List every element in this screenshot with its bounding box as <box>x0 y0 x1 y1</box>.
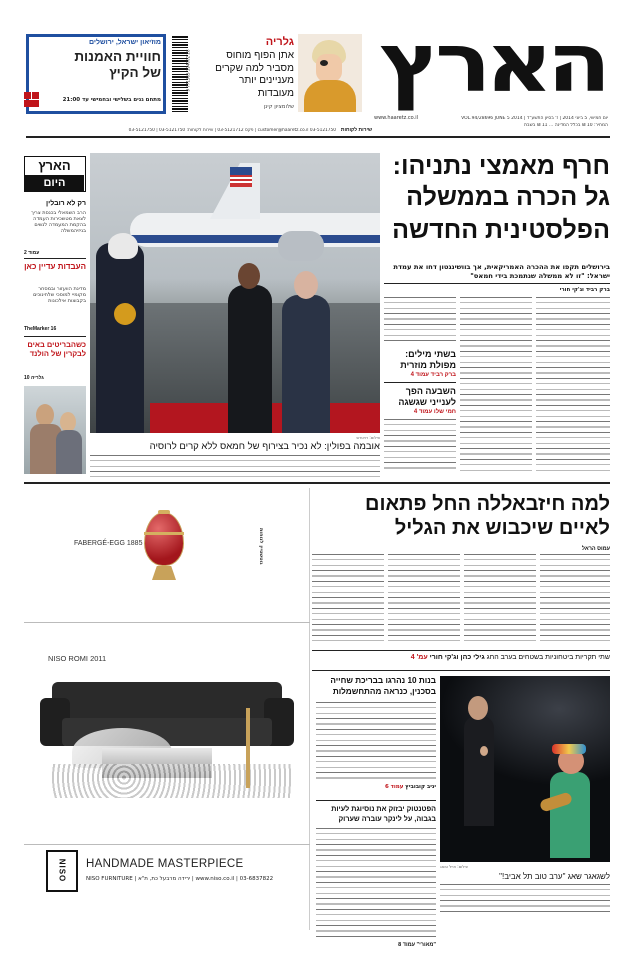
today-label: היום <box>25 175 84 191</box>
side-box2-line2: לענייני שגשגה <box>398 397 456 407</box>
hezbollah-headline-1[interactable]: למה חיזבאללה החל פתאום <box>365 493 610 515</box>
masthead-logo: הארץ <box>379 16 605 111</box>
museum-logo-icon <box>24 92 46 114</box>
stones-body <box>440 884 610 916</box>
museum-kicker: מוזיאון ישראל, ירושלים <box>88 39 161 46</box>
lead-photo[interactable] <box>90 153 380 433</box>
museum-footer: מתחם גנים בשלישי ובחמישי עד 21:00 <box>62 97 161 103</box>
lead-byline: ברק רביד וג'קי חורי <box>559 287 610 293</box>
side-box2-line1: השבעה הפך <box>405 386 456 396</box>
museum-title-1: חוויית האמנות <box>74 49 161 64</box>
gallery-byline: שלומציון קינן <box>263 104 294 110</box>
hezbollah-byline: עמוס הראל <box>581 546 610 552</box>
faberge-label: FABERGÉ-EGG 1885 <box>74 540 143 547</box>
stones-photo-credit: צילום: אייל טואג <box>440 864 468 869</box>
drowning-article <box>316 676 436 796</box>
niso-logo-text: NISO <box>57 858 67 883</box>
sofa-image <box>32 668 302 798</box>
section-rule <box>24 482 610 484</box>
market-headline-2[interactable]: בגבוה, על לינקר עוברה שערוק <box>338 814 436 823</box>
website[interactable]: www.haaretz.co.il <box>374 115 418 121</box>
side-box1-line2: מפולת מוזרית <box>400 360 456 370</box>
side-box1-ref[interactable]: ברק רביד עמוד 4 <box>410 372 456 378</box>
today-item1-title[interactable]: רק לא רובלין <box>46 200 86 207</box>
hezbollah-footer[interactable] <box>312 654 610 661</box>
today-item3-photo <box>24 386 86 474</box>
today-item1-ref[interactable]: עמוד 2 <box>24 250 40 256</box>
hezbollah-body <box>312 554 610 642</box>
lead-sub-rule <box>384 283 610 284</box>
today-item3-title[interactable]: כשהבריטים באים לבקרין של הולנד <box>27 340 86 358</box>
faberge-egg-image <box>136 510 192 582</box>
masthead-rule <box>26 136 610 138</box>
lead-photo-credit: צילום: רויטרס <box>356 435 380 440</box>
hezbollah-footer-byline: גילי כהן וג'קי חורי <box>429 654 485 661</box>
hezbollah-story <box>312 488 610 668</box>
niso-logo <box>46 850 78 892</box>
lead-photo-caption: אובמה בפולין: לא נכיר בצירוף של חמאס ללא קרים לרוסיה <box>149 441 380 452</box>
lead-subhead: בירושלים תקפו את ההכרה האמריקאית, אך בוושינגטון דחו את עמדת ישראל: "זו לא ממשלה שנתמכת בידי חמאס" <box>393 263 610 280</box>
lead-headline-1[interactable]: חרף מאמצי נתניהו: <box>392 152 610 180</box>
masthead <box>0 0 628 150</box>
niso-footer: NISO FURNITURE | ירידה מרבעל כת, ת"א | www.niso.co.il | 03-6837822 <box>86 876 274 882</box>
market-headline-1[interactable]: הפטנטוק יבזוק את נוסיוגת לעיות <box>331 804 436 813</box>
hezbollah-headline-2[interactable]: לאיים שיכבוש את הגליל <box>394 517 610 539</box>
today-item3-ref[interactable]: גלריה 10 <box>24 375 44 381</box>
drowning-body <box>316 702 436 782</box>
drowning-headline-2[interactable]: בסכנין, כנראה מהתחשמלות <box>332 687 436 696</box>
lower-rule <box>312 670 610 671</box>
hezbollah-footer-ref: עמ' 4 <box>410 654 428 661</box>
lead-body-col2 <box>460 297 532 471</box>
price-line: המחיר: 10 ₪ בכלל המדינה ... 11 ₪ בשבת <box>524 123 608 128</box>
drowning-headline-1[interactable]: בנות 10 נהרגו בבריכת שחייה <box>330 676 436 685</box>
ad-vertical-text: גוטשטיין לנוחות <box>258 528 264 565</box>
market-body <box>316 828 436 938</box>
side-box1-line1: בשתי מילים: <box>405 349 456 359</box>
service-label: שירות לקוחות <box>340 127 372 133</box>
side-box2-ref[interactable]: חמי שלו עמוד 4 <box>413 409 456 415</box>
gallery-portrait <box>298 34 362 112</box>
lead-headline-2[interactable]: גל הכרה בממשלה <box>406 183 610 211</box>
gallery-label: גלריה <box>265 36 294 48</box>
drowning-byline[interactable] <box>316 784 436 790</box>
today-logo: הארץ <box>38 158 71 173</box>
today-header <box>24 156 86 192</box>
lead-headline-3[interactable]: הפלסטינית החדשה <box>392 216 610 244</box>
today-item2-ref[interactable]: TheMarker 16 <box>24 326 57 332</box>
niso-tagline: HANDMADE MASTERPIECE <box>86 858 244 870</box>
date-line: יום חמישי, 5 ביוני 2014 | ז' בסיון התשע"ד | VOL.94/28696 JUNE 5 2014 <box>461 116 608 121</box>
furniture-ad[interactable] <box>24 488 310 930</box>
today-sidebar <box>24 150 86 480</box>
lead-side-col <box>384 297 456 471</box>
barcode-digits: 9 771565 394002 28 <box>185 49 191 92</box>
drowning-author: יניב קובוביץ <box>405 784 436 790</box>
drowning-ref: עמוד 6 <box>384 784 404 790</box>
today-item2-title[interactable]: העבדות עדיין כאן <box>24 262 86 271</box>
stones-photo[interactable] <box>440 676 610 862</box>
gallery-promo[interactable] <box>206 34 370 114</box>
hezbollah-footer-text: שתי תקריות ביטחוניות בשטחים בערב החג <box>486 654 610 661</box>
lead-story <box>90 145 610 480</box>
museum-promo-box[interactable] <box>26 34 166 114</box>
museum-title-2: של הקיץ <box>109 65 161 80</box>
today-item2-text: מדינת הוועזור ובמסחר מקומיי למוסכי שלחינוכים בקבוצות אילכונות <box>33 286 86 304</box>
lead-body-col1 <box>536 297 610 471</box>
gallery-text: אתן הפוף מוחוס מסביר למה שקרים מעניינים יותר מעובדות <box>215 50 294 99</box>
stones-caption: לשגאגר שאג "ערב טוב תל אביב!" <box>499 872 610 881</box>
market-ref[interactable]: "מאורי" עמוד 8 <box>398 942 436 948</box>
niso-romi-label: NISO ROMI 2011 <box>48 654 107 663</box>
today-item1-text: הרב השמאלי בכנסת צריך לצאת מטשכירות העמדה בהקמת המעמדה לנשים בניזיהמשלה <box>31 210 86 234</box>
lead-caption-text <box>90 455 380 477</box>
market-article <box>316 804 436 954</box>
contact-line: customer@haaretz.co.il 03-5121750 | פקס 03-5121712 | שירות לקוחות: 03-5121750 | 03-5121750 <box>128 128 336 133</box>
